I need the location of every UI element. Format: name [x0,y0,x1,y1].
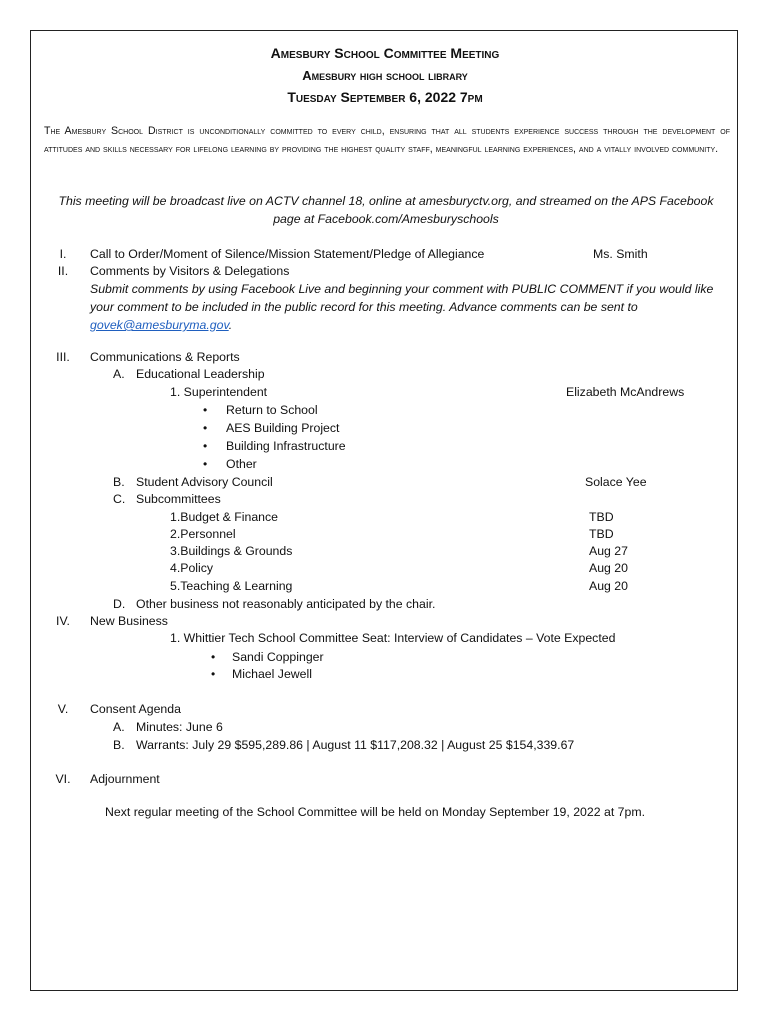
label-v-b: B. [113,738,125,752]
subcommittees: Subcommittees [136,492,221,506]
agenda-item-new-business: New Business [90,614,168,628]
label-v-a: A. [113,720,125,734]
agenda-num-vi: VI. [55,772,71,786]
next-meeting-note: Next regular meeting of the School Committee will be held on Monday September 19, 2022 at 7pm. [105,805,645,819]
label-iii-a: A. [113,367,125,381]
bullet-icon: • [211,667,216,681]
agenda-item-comments: Comments by Visitors & Delegations [90,264,290,278]
bullet-aes-building: AES Building Project [226,421,340,435]
meeting-location: Amesbury high school library [302,68,468,83]
agenda-item-adjournment: Adjournment [90,772,160,786]
presenter-solace-yee: Solace Yee [585,475,647,489]
meeting-title: Amesbury School Committee Meeting [270,45,500,61]
superintendent: 1. Superintendent [170,385,268,399]
page-border [30,30,738,991]
subcommittee-teaching: 5.Teaching & Learning [170,579,293,593]
bullet-icon: • [203,457,208,471]
public-comment-note: Submit comments by using Facebook Live and beginning your comment with PUBLIC COMMENT if you would like your comment to be included in the public record for this meeting. Advance comments can be sent to govek@amesburyma.gov. [90,282,714,332]
agenda-num-ii: II. [57,264,69,278]
subcommittee-date: TBD [589,510,614,524]
meeting-date: Tuesday September 6, 2022 7pm [287,89,483,105]
presenter-elizabeth-mcandrews: Elizabeth McAndrews [566,385,685,399]
subcommittee-personnel: 2.Personnel [170,527,236,541]
bullet-building-infrastructure: Building Infrastructure [226,439,346,453]
mission-statement: The Amesbury School District is unconditionally committed to every child, ensuring that all students experience success through the development of attitudes and skills necessary for lifelong learning by providing the highest quality staff, meaningful learning experiences, and a vitally involved community. [44,125,730,155]
presenter-ms-smith: Ms. Smith [593,247,648,261]
agenda-item-call-to-order: Call to Order/Moment of Silence/Mission Statement/Pledge of Allegiance [90,247,485,261]
bullet-other: Other [226,457,257,471]
subcommittee-date: Aug 27 [589,544,628,558]
bullet-icon: • [203,403,208,417]
label-iii-d: D. [113,597,126,611]
warrants: Warrants: July 29 $595,289.86 | August 11 $117,208.32 | August 25 $154,339.67 [136,738,575,752]
educational-leadership: Educational Leadership [136,367,265,381]
broadcast-notice: This meeting will be broadcast live on ACTV channel 18, online at amesburyctv.org, and streamed on the APS Facebook page at Facebook.com/Amesburyschools [58,194,714,226]
public-comment-text: Submit comments by using Facebook Live and beginning your comment with PUBLIC COMMENT if you would like your comment to be included in the public record for this meeting. Advance comments can be sent to [90,282,714,314]
agenda-item-consent: Consent Agenda [90,702,181,716]
minutes-june-6: Minutes: June 6 [136,720,223,734]
agenda-num-iv: IV. [56,614,70,628]
subcommittee-date: TBD [589,527,614,541]
subcommittee-budget: 1.Budget & Finance [170,510,279,524]
student-advisory-council: Student Advisory Council [136,475,273,489]
subcommittee-buildings: 3.Buildings & Grounds [170,544,293,558]
whittier-tech-item: 1. Whittier Tech School Committee Seat: Interview of Candidates – Vote Expected [170,631,616,645]
label-iii-b: B. [113,475,125,489]
subcommittee-date: Aug 20 [589,579,628,593]
subcommittee-policy: 4.Policy [170,561,214,575]
bullet-return-to-school: Return to School [226,403,318,417]
agenda-num-i: I. [59,247,67,261]
label-iii-c: C. [113,492,126,506]
other-business: Other business not reasonably anticipated by the chair. [136,597,436,611]
bullet-icon: • [211,650,216,664]
candidate-michael-jewell: Michael Jewell [232,667,312,681]
bullet-icon: • [203,439,208,453]
bullet-icon: • [203,421,208,435]
subcommittee-date: Aug 20 [589,561,628,575]
agenda-item-communications: Communications & Reports [90,350,240,364]
agenda-num-v: V. [57,702,69,716]
agenda-num-iii: III. [56,350,70,364]
email-link[interactable]: govek@amesburyma.gov [90,318,229,332]
candidate-sandi-coppinger: Sandi Coppinger [232,650,324,664]
